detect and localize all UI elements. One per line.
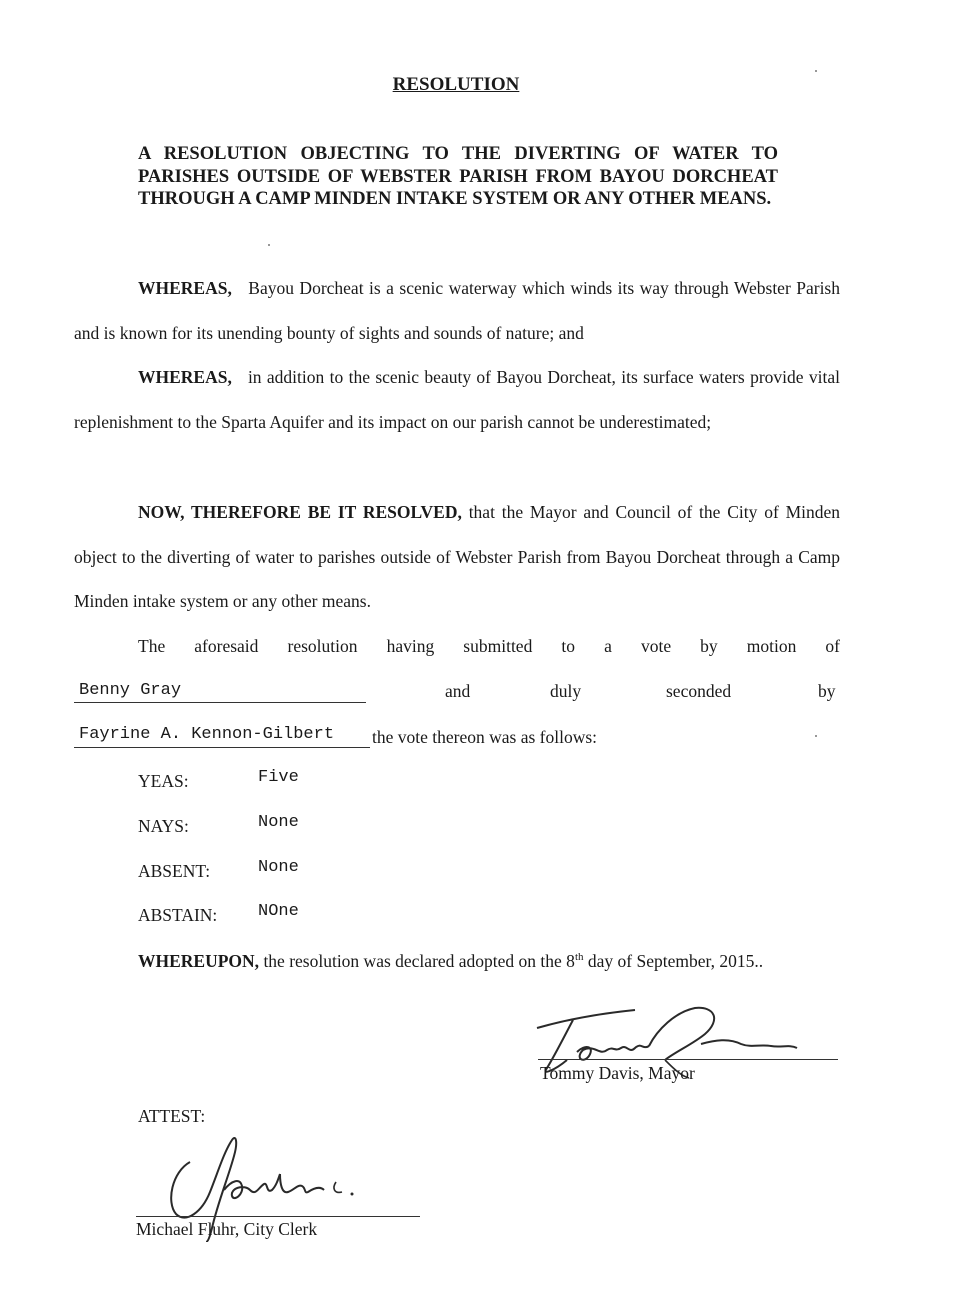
whereas-paragraph-2 xyxy=(74,355,840,444)
mayor-name: Tommy Davis, Mayor xyxy=(540,1063,695,1083)
whereas-text-1: Bayou Dorcheat is a scenic waterway which winds its way through Webster Parish and is known for its unending bounty of sights and sounds of nature; and xyxy=(74,278,840,343)
word-seconded: seconded xyxy=(666,681,732,701)
scan-speck xyxy=(815,735,817,737)
vote-value: None xyxy=(258,813,299,832)
whereupon-text-after: day of September, 2015.. xyxy=(587,951,764,971)
vote-label: ABSTAIN: xyxy=(138,905,218,925)
vote-follow-text: the vote thereon was as follows: xyxy=(372,727,598,747)
vote-label: YEAS: xyxy=(138,771,189,791)
whereas-text-2: in addition to the scenic beauty of Bayou Dorcheat, its surface waters provide vital replenishment to the Sparta Aquifer and its impact on our parish cannot be underestimated; xyxy=(74,367,841,432)
word-duly: duly xyxy=(550,681,582,701)
vote-intro-line: The aforesaid resolution having submitted to a vote by motion of xyxy=(138,636,840,656)
whereupon-text-before: the resolution was declared adopted on the 8 xyxy=(263,951,575,971)
whereupon-sup: th xyxy=(574,951,584,964)
scan-speck xyxy=(815,70,817,72)
motion-by-field xyxy=(74,680,366,703)
vote-value: Five xyxy=(258,768,299,787)
clerk-signature-line xyxy=(136,1216,420,1217)
vote-value: None xyxy=(258,858,299,877)
word-and: and xyxy=(445,681,471,701)
resolved-paragraph xyxy=(74,490,840,624)
document-title: RESOLUTION xyxy=(392,74,520,95)
whereupon-lead: WHEREUPON, xyxy=(138,951,260,971)
resolution-heading: A RESOLUTION OBJECTING TO THE DIVERTING OF WATER TO PARISHES OUTSIDE OF WEBSTER PARISH FROM BAYOU DORCHEAT THROUGH A CAMP MINDEN INTAKE SYSTEM OR ANY OTHER MEANS. xyxy=(138,144,778,209)
attest-label: ATTEST: xyxy=(138,1106,206,1126)
word-by: by xyxy=(818,681,836,701)
clerk-name: Michael Fluhr, City Clerk xyxy=(136,1219,318,1239)
vote-value: NOne xyxy=(258,902,299,921)
seconded-by-name: Fayrine A. Kennon-Gilbert xyxy=(79,725,335,744)
whereupon-paragraph xyxy=(138,951,858,972)
seconded-by-field xyxy=(74,725,370,748)
mayor-signature-line xyxy=(538,1059,838,1060)
vote-label: ABSENT: xyxy=(138,861,211,881)
whereas-paragraph-1 xyxy=(74,266,840,355)
whereas-lead-2: WHEREAS, xyxy=(138,367,232,387)
vote-label: NAYS: xyxy=(138,816,189,836)
whereas-lead-1: WHEREAS, xyxy=(138,278,232,298)
resolved-lead: NOW, THEREFORE BE IT RESOLVED, xyxy=(138,502,462,522)
scan-speck xyxy=(268,244,270,246)
motion-by-name: Benny Gray xyxy=(79,681,182,700)
resolved-text: that the Mayor and Council of the City of Minden object to the diverting of water to parishes outside of Webster Parish from Bayou Dorcheat through a Camp Minden intake system or any other means. xyxy=(74,502,841,611)
